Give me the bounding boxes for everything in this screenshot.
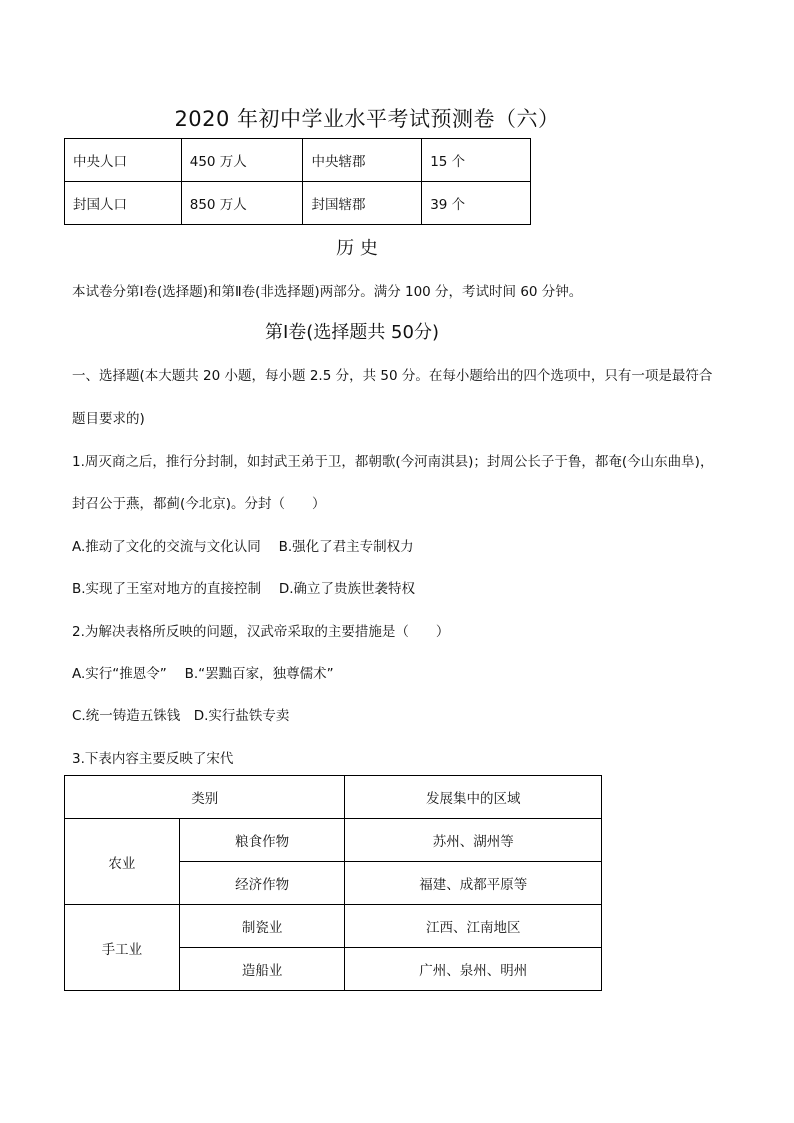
table-row bbox=[65, 182, 531, 225]
table-header-row bbox=[65, 776, 602, 819]
table-cell: 中央辖郡 bbox=[303, 139, 422, 182]
header-cell-category: 类别 bbox=[65, 776, 345, 819]
table-row bbox=[65, 139, 531, 182]
section-instruction: 一、选择题(本大题共 20 小题，每小题 2.5 分，共 50 分。在每小题给出的四个选项中，只有一项是最符合 bbox=[72, 368, 713, 384]
page-title: 2020 年初中学业水平考试预测卷（六） bbox=[174, 107, 560, 131]
section-instruction-cont: 题目要求的) bbox=[72, 411, 145, 427]
question-2-stem: 2.为解决表格所反映的问题，汉武帝采取的主要措施是（ ） bbox=[72, 624, 450, 640]
table-cell: 福建、成都平原等 bbox=[345, 862, 602, 905]
table-cell: 39 个 bbox=[422, 182, 531, 225]
table-cell: 封国辖郡 bbox=[303, 182, 422, 225]
exam-intro: 本试卷分第Ⅰ卷(选择题)和第Ⅱ卷(非选择题)两部分。满分 100 分，考试时间 60 分钟。 bbox=[72, 284, 583, 300]
question-1-stem-cont: 封召公于燕，都蓟(今北京)。分封（ ） bbox=[72, 496, 326, 512]
question-1-options-c-d: B.实现了王室对地方的直接控制 D.确立了贵族世袭特权 bbox=[72, 581, 416, 597]
table-cell: 中央人口 bbox=[65, 139, 182, 182]
table-row bbox=[65, 905, 602, 948]
song-economy-table bbox=[64, 775, 602, 991]
subject-heading: 历 史 bbox=[336, 238, 378, 259]
table-cell: 江西、江南地区 bbox=[345, 905, 602, 948]
group-cell: 农业 bbox=[65, 819, 180, 905]
table-cell: 造船业 bbox=[179, 948, 345, 991]
table-cell: 封国人口 bbox=[65, 182, 182, 225]
table-cell: 粮食作物 bbox=[179, 819, 345, 862]
table-cell: 苏州、湖州等 bbox=[345, 819, 602, 862]
table-cell: 广州、泉州、明州 bbox=[345, 948, 602, 991]
table-cell: 15 个 bbox=[422, 139, 531, 182]
question-1-stem: 1.周灭商之后，推行分封制，如封武王弟于卫，都朝歌(今河南淇县)；封周公长子于鲁，都奄(今山东曲阜)， bbox=[72, 454, 714, 470]
table-cell: 850 万人 bbox=[181, 182, 303, 225]
population-table bbox=[64, 138, 531, 225]
question-1-options-a-b: A.推动了文化的交流与文化认同 B.强化了君主专制权力 bbox=[72, 539, 414, 555]
question-2-options-a-b: A.实行“推恩令” B.“罢黜百家，独尊儒术” bbox=[72, 666, 334, 682]
table-cell: 450 万人 bbox=[181, 139, 303, 182]
question-2-options-c-d: C.统一铸造五铢钱 D.实行盐铁专卖 bbox=[72, 708, 290, 724]
table-cell: 制瓷业 bbox=[179, 905, 345, 948]
table-cell: 经济作物 bbox=[179, 862, 345, 905]
header-cell-region: 发展集中的区域 bbox=[345, 776, 602, 819]
question-3-stem: 3.下表内容主要反映了宋代 bbox=[72, 751, 234, 767]
table-row bbox=[65, 819, 602, 862]
group-cell: 手工业 bbox=[65, 905, 180, 991]
section-heading: 第Ⅰ卷(选择题共 50分) bbox=[265, 322, 439, 343]
